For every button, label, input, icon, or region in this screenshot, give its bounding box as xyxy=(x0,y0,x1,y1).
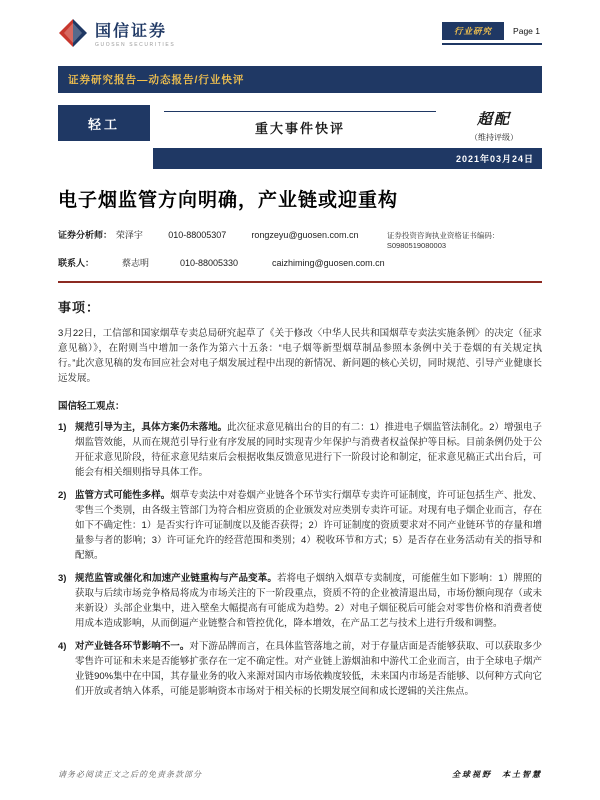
point-lead: 规范引导为主，具体方案仍未落地。 xyxy=(75,422,228,433)
brand-logo xyxy=(58,18,175,53)
top-bar xyxy=(58,18,542,56)
rating-value: 超配 xyxy=(476,111,511,128)
contact-row xyxy=(58,256,542,269)
view-point-3 xyxy=(58,571,542,631)
contact-email: caizhiming@guosen.com.cn xyxy=(272,258,385,268)
point-body: 烟草专卖法中对卷烟产业链各个环节实行烟草专卖许可证制度，许可证包括生产、批发、零售三个类别，由各级主管部门为符合相应资质的企业颁发对应类别专卖许可证。对现有电子烟企业而言，存在如下不确定性：1）是否实行许可证制度以及能否获得；2）许可证制度的资质要求对不同产业链环节的存量和增量参与者的影响；3）许可证允许的经营范围和类别；4）税收环节和方式；5）是否存在业务活动有关的指导和配额。 xyxy=(75,490,542,561)
divider-line xyxy=(164,111,436,112)
report-series-banner: 证券研究报告—动态报告/行业快评 xyxy=(58,66,542,93)
contact-label: 联系人： xyxy=(58,258,95,268)
point-body: 若将电子烟纳入烟草专卖制度，可能催生如下影响：1）牌照的获取与后续市场竞争格局将成为市场关注的下一阶段重点，资质不符的企业被清退出局，市场份额向现存（或未来新设）头部企业集中，进入壁垒大幅提高有可能成为趋势。2）对电子烟征税后可能会对零售价格和消费者使用成本造成影响，从而倒逼产业链整合和管控优化，降本增效，在产品工艺与技术上进行升级和调整。 xyxy=(75,573,542,629)
point-lead: 规范监管或催化和加速产业链重构与产品变革。 xyxy=(75,573,277,584)
analyst-block xyxy=(58,228,542,269)
category-badge: 行业研究 xyxy=(442,22,504,40)
point-body: 此次征求意见稿出台的目的有二：1）推进电子烟监管法制化。2）增强电子烟监管效能，从而在规范引导行业有序发展的同时实现青少年保护与消费者权益保护等目标。目前条例仍处于公开征求意见阶段，待征求意见结束后会根据收集反馈意见进行下一阶段讨论和制定，征求意见稿正式出台后，可能会有相关细则指导具体工作。 xyxy=(75,422,542,478)
view-point-2 xyxy=(58,488,542,563)
slogan: 全球视野 本土智慧 xyxy=(452,770,542,779)
subheader-row xyxy=(58,105,542,143)
report-type-block xyxy=(150,105,446,143)
brand-name: 国信证券 xyxy=(95,23,168,40)
report-date: 2021年03月24日 xyxy=(153,148,542,169)
analyst-label: 证券分析师： xyxy=(58,230,113,240)
point-number: 3) xyxy=(58,573,67,584)
disclaimer-note: 请务必阅读正文之后的免责条款部分 xyxy=(58,770,202,779)
rating-note: （维持评级） xyxy=(470,133,518,142)
report-type-label: 重大事件快评 xyxy=(254,121,345,136)
analyst-cert-code: 证券投资咨询执业资格证书编码：S0980519080003 xyxy=(386,231,500,250)
point-number: 1) xyxy=(58,422,67,433)
page-footer xyxy=(58,769,542,780)
guosen-diamond-icon xyxy=(58,18,88,53)
contact-name: 蔡志明 xyxy=(122,258,150,268)
point-number: 4) xyxy=(58,641,67,652)
view-heading: 国信轻工观点： xyxy=(58,401,125,412)
analyst-row xyxy=(58,228,542,250)
brand-text xyxy=(95,23,175,48)
analyst-name: 荣泽宇 xyxy=(115,230,143,240)
view-point-4 xyxy=(58,639,542,699)
point-lead: 监管方式可能性多样。 xyxy=(75,490,171,501)
maroon-divider xyxy=(58,281,542,283)
contact-phone: 010-88005330 xyxy=(180,258,239,268)
page-number: Page 1 xyxy=(513,26,540,36)
analyst-email: rongzeyu@guosen.com.cn xyxy=(251,230,359,240)
view-point-1 xyxy=(58,420,542,480)
matter-heading: 事项： xyxy=(58,300,101,315)
rating-block xyxy=(446,105,542,143)
point-number: 2) xyxy=(58,490,67,501)
report-title: 电子烟监管方向明确，产业链或迎重构 xyxy=(58,190,399,211)
analyst-phone: 010-88005307 xyxy=(168,230,227,240)
industry-label: 轻工 xyxy=(58,105,150,141)
matter-paragraph: 3月22日，工信部和国家烟草专卖总局研究起草了《关于修改〈中华人民共和国烟草专卖法实施条例〉的决定（征求意见稿）》，在附则当中增加一条作为第六十五条：“电子烟等新型烟草制品参照本条例中关于卷烟的有关规定执行。”此次意见稿的发布回应社会对电子烟发展过程中出现的新情况、新问题的核心关切，同时规范、引导产业健康长远发展。 xyxy=(58,328,542,384)
point-body: 对下游品牌而言，在具体监管落地之前，对于存量店面是否能够获取、可以获取多少零售许可证和未来是否能够扩张存在一定不确定性。对产业链上游烟油和中游代工企业而言，由于全球电子烟产业链90%集中在中国，其存量业务的收入来源对国内市场依赖度较低，未来国内市场是否能够、以何种方式向它们开放或者纳入体系，可能是影响资本市场对于相关标的长期发展空间和成长逻辑的关注焦点。 xyxy=(75,641,542,697)
header-right-group xyxy=(442,22,542,45)
brand-subtitle: GUOSEN SECURITIES xyxy=(95,42,176,48)
point-lead: 对产业链各环节影响不一。 xyxy=(75,641,190,652)
